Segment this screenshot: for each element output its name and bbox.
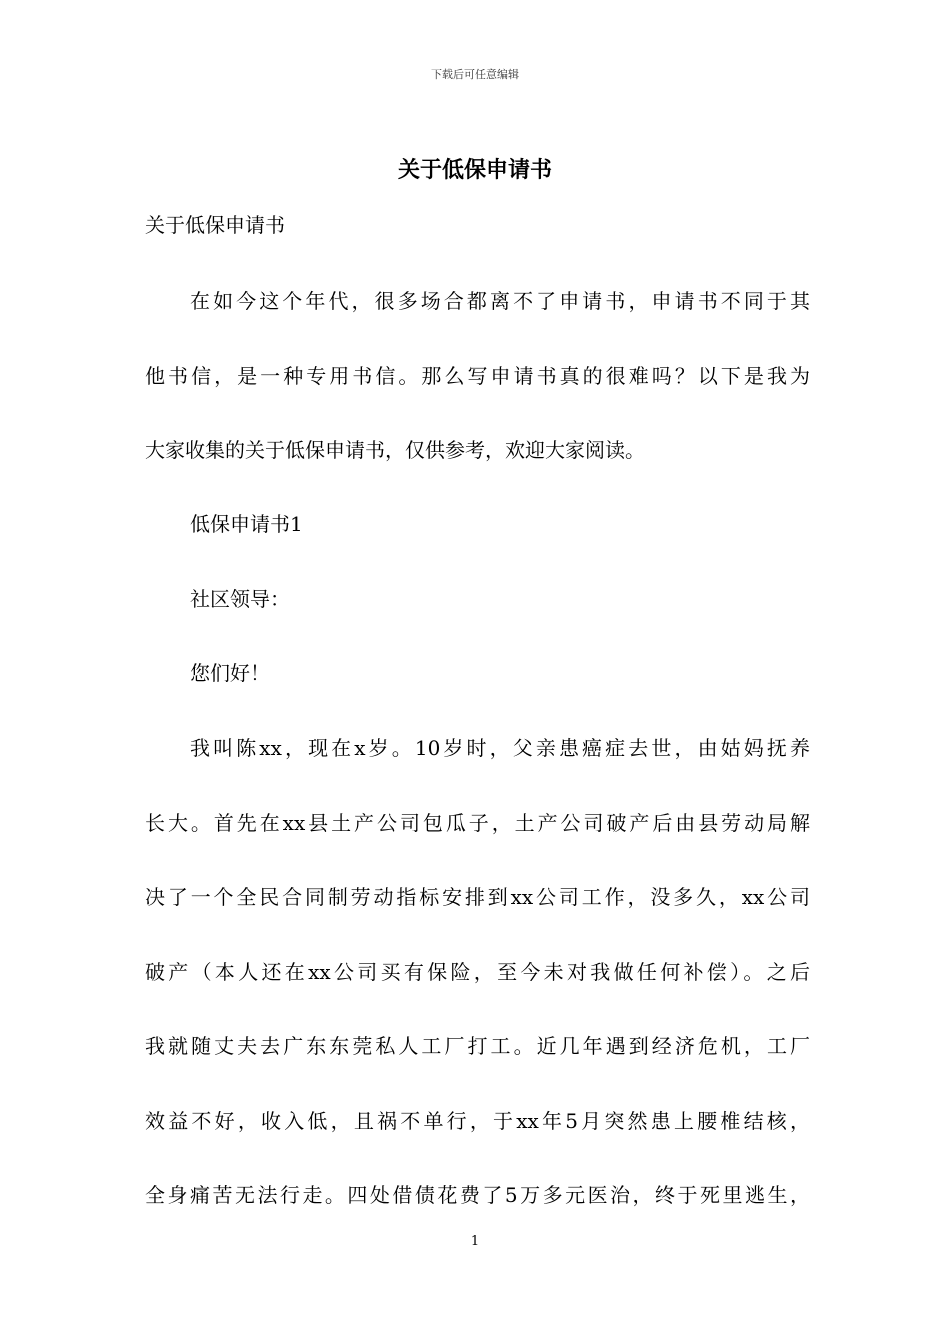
paragraph-line: 长大。首先在xx县土产公司包瓜子，土产公司破产后由县劳动局解 xyxy=(145,811,810,835)
subtitle-line: 关于低保申请书 xyxy=(145,213,285,237)
greeting: 您们好！ xyxy=(190,661,270,685)
paragraph-line: 他书信，是一种专用书信。那么写申请书真的很难吗？以下是我为 xyxy=(145,364,810,388)
paragraph-line: 大家收集的关于低保申请书，仅供参考，欢迎大家阅读。 xyxy=(145,438,645,462)
paragraph-line: 效益不好，收入低，且祸不单行，于xx年5月突然患上腰椎结核， xyxy=(145,1109,810,1133)
document-title: 关于低保申请书 xyxy=(397,158,552,183)
paragraph-line: 在如今这个年代，很多场合都离不了申请书，申请书不同于其 xyxy=(190,289,810,313)
page-header-note: 下载后可任意编辑 xyxy=(431,68,519,81)
page-number: 1 xyxy=(470,1234,480,1249)
salutation: 社区领导： xyxy=(190,587,290,611)
paragraph-line: 破产（本人还在xx公司买有保险，至今未对我做任何补偿）。之后 xyxy=(145,960,810,984)
section-heading: 低保申请书1 xyxy=(190,512,303,536)
paragraph-line: 决了一个全民合同制劳动指标安排到xx公司工作，没多久，xx公司 xyxy=(145,885,810,909)
paragraph-line: 我叫陈xx，现在x岁。10岁时，父亲患癌症去世，由姑妈抚养 xyxy=(190,736,810,760)
paragraph-line: 我就随丈夫去广东东莞私人工厂打工。近几年遇到经济危机，工厂 xyxy=(145,1034,810,1058)
paragraph-line: 全身痛苦无法行走。四处借债花费了5万多元医治，终于死里逃生， xyxy=(145,1183,810,1207)
